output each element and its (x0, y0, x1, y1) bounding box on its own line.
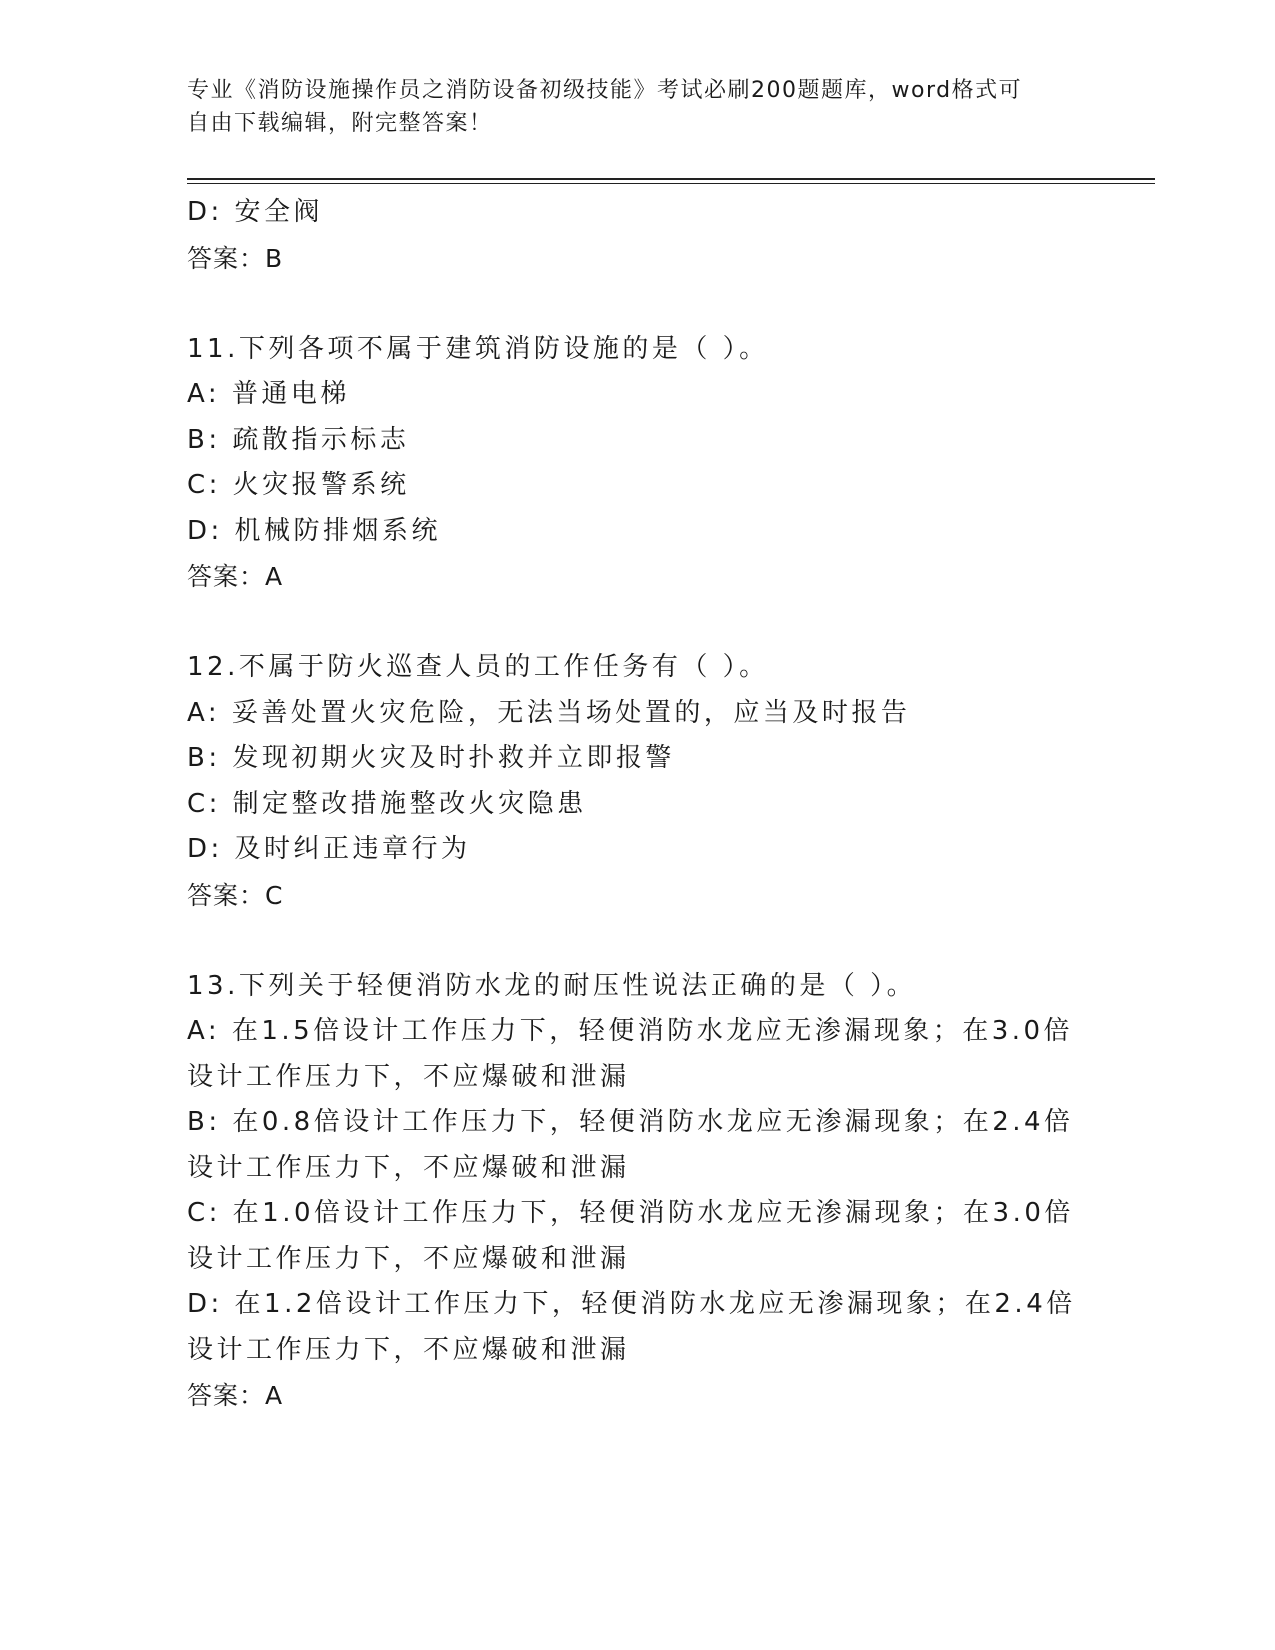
question-11 (187, 327, 1087, 600)
option-c-line-1: C: 在1.0倍设计工作压力下，轻便消防水龙应无渗漏现象；在3.0倍 (187, 1198, 1074, 1228)
header-title-line-1: 专业《消防设施操作员之消防设备初级技能》考试必刷200题题库，word格式可 (187, 78, 1023, 103)
option-a: A: 妥善处置火灾危险，无法当场处置的，应当及时报告 (187, 697, 911, 728)
option-d-line-1: D: 在1.2倍设计工作压力下，轻便消防水龙应无渗漏现象；在2.4倍 (187, 1289, 1076, 1319)
answer-label: 答案：C (187, 880, 284, 910)
spacer (187, 918, 1087, 964)
question-stem: 11.下列各项不属于建筑消防设施的是（ ）。 (187, 333, 769, 364)
question-13 (187, 964, 1087, 1419)
question-list (187, 190, 1087, 1419)
question-stem: 12.不属于防火巡查人员的工作任务有（ ）。 (187, 652, 769, 682)
option-c: C: 制定整改措施整改火灾隐患 (187, 788, 587, 819)
option-a-line-2: 设计工作压力下，不应爆破和泄漏 (187, 1061, 630, 1092)
header-rule-thin (187, 183, 1155, 184)
spacer (187, 600, 1087, 646)
option-b: B: 疏散指示标志 (187, 424, 410, 455)
answer-label: 答案：A (187, 562, 284, 591)
option-b: B: 发现初期火灾及时扑救并立即报警 (187, 743, 675, 773)
option-d-line-2: 设计工作压力下，不应爆破和泄漏 (187, 1334, 630, 1365)
answer-label: 答案：A (187, 1381, 284, 1410)
question-10-tail (187, 190, 1087, 281)
answer-label: 答案：B (187, 243, 284, 273)
header-rule-thick (187, 178, 1155, 180)
option-a: A: 普通电梯 (187, 379, 350, 409)
page-header (187, 74, 1067, 140)
option-a-line-1: A: 在1.5倍设计工作压力下，轻便消防水龙应无渗漏现象；在3.0倍 (187, 1016, 1074, 1046)
option-d: D: 安全阀 (187, 197, 324, 227)
option-c: C: 火灾报警系统 (187, 470, 410, 500)
option-d: D: 机械防排烟系统 (187, 515, 442, 546)
option-b-line-1: B: 在0.8倍设计工作压力下，轻便消防水龙应无渗漏现象；在2.4倍 (187, 1107, 1074, 1137)
question-12 (187, 645, 1087, 918)
spacer (187, 281, 1087, 327)
header-title-line-2: 自由下载编辑，附完整答案！ (187, 111, 493, 136)
option-b-line-2: 设计工作压力下，不应爆破和泄漏 (187, 1152, 630, 1183)
option-d: D: 及时纠正违章行为 (187, 834, 471, 864)
question-stem: 13.下列关于轻便消防水龙的耐压性说法正确的是（ ）。 (187, 970, 917, 1001)
option-c-line-2: 设计工作压力下，不应爆破和泄漏 (187, 1243, 630, 1274)
